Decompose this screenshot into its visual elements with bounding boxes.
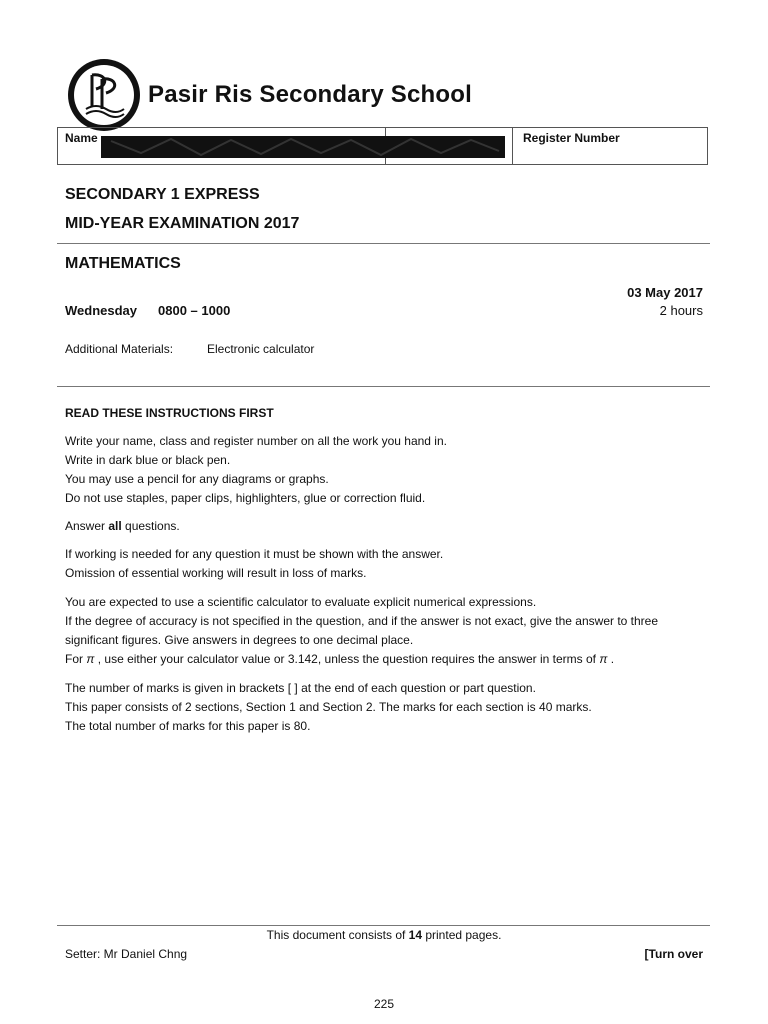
instruction-line: The total number of marks for this paper is 80. <box>65 719 311 733</box>
exam-time: 0800 – 1000 <box>158 303 231 318</box>
exam-level: SECONDARY 1 EXPRESS <box>65 186 260 203</box>
instructions-heading: READ THESE INSTRUCTIONS FIRST <box>65 406 274 420</box>
instruction-line: Omission of essential working will result in loss of marks. <box>65 566 367 580</box>
instruction-line: significant figures. Give answers in degrees to one decimal place. <box>65 633 414 647</box>
instructions-block-1 <box>65 432 715 508</box>
additional-materials-value: Electronic calculator <box>207 342 315 356</box>
instruction-line: Do not use staples, paper clips, highlighters, glue or correction fluid. <box>65 491 426 505</box>
register-number-label: Register Number <box>523 131 620 145</box>
instruction-line: Write your name, class and register number on all the work you hand in. <box>65 434 447 448</box>
setter-name: Setter: Mr Daniel Chng <box>65 947 188 961</box>
additional-materials-label: Additional Materials: <box>65 342 174 356</box>
name-label: Name <box>65 131 98 145</box>
instructions-block-4 <box>65 593 715 669</box>
exam-date: 03 May 2017 <box>627 285 703 300</box>
instructions-block-3 <box>65 545 715 583</box>
instruction-line: If the degree of accuracy is not specified in the question, and if the answer is not exact, give the answer to three <box>65 614 659 628</box>
footer-divider <box>57 925 710 926</box>
instruction-line: You are expected to use a scientific calculator to evaluate explicit numerical expressions. <box>65 595 537 609</box>
instruction-line: Write in dark blue or black pen. <box>65 453 231 467</box>
page-count-line: This document consists of 14 printed pages. <box>266 928 502 942</box>
instruction-line: The number of marks is given in brackets [ ] at the end of each question or part question. <box>65 681 536 695</box>
school-crest-logo <box>66 57 142 133</box>
instruction-line: This paper consists of 2 sections, Section 1 and Section 2. The marks for each section is 40 marks. <box>65 700 592 714</box>
pi-instruction-line: For π , use either your calculator value or 3.142, unless the question requires the answer in terms of π . <box>65 652 615 666</box>
exam-title: MID-YEAR EXAMINATION 2017 <box>65 215 300 232</box>
subject-title: MATHEMATICS <box>65 255 181 272</box>
divider <box>57 386 710 387</box>
instructions-block-5 <box>65 679 715 736</box>
page-number: 225 <box>373 997 395 1011</box>
exam-duration: 2 hours <box>659 303 703 318</box>
exam-day: Wednesday <box>65 303 138 318</box>
answer-all-line: Answer all questions. <box>65 519 180 533</box>
redacted-name-scribble <box>101 131 505 163</box>
instruction-line: If working is needed for any question it must be shown with the answer. <box>65 547 444 561</box>
school-name: Pasir Ris Secondary School <box>148 81 472 108</box>
turn-over: [Turn over <box>644 947 703 961</box>
instruction-line: You may use a pencil for any diagrams or graphs. <box>65 472 329 486</box>
divider <box>57 243 710 244</box>
